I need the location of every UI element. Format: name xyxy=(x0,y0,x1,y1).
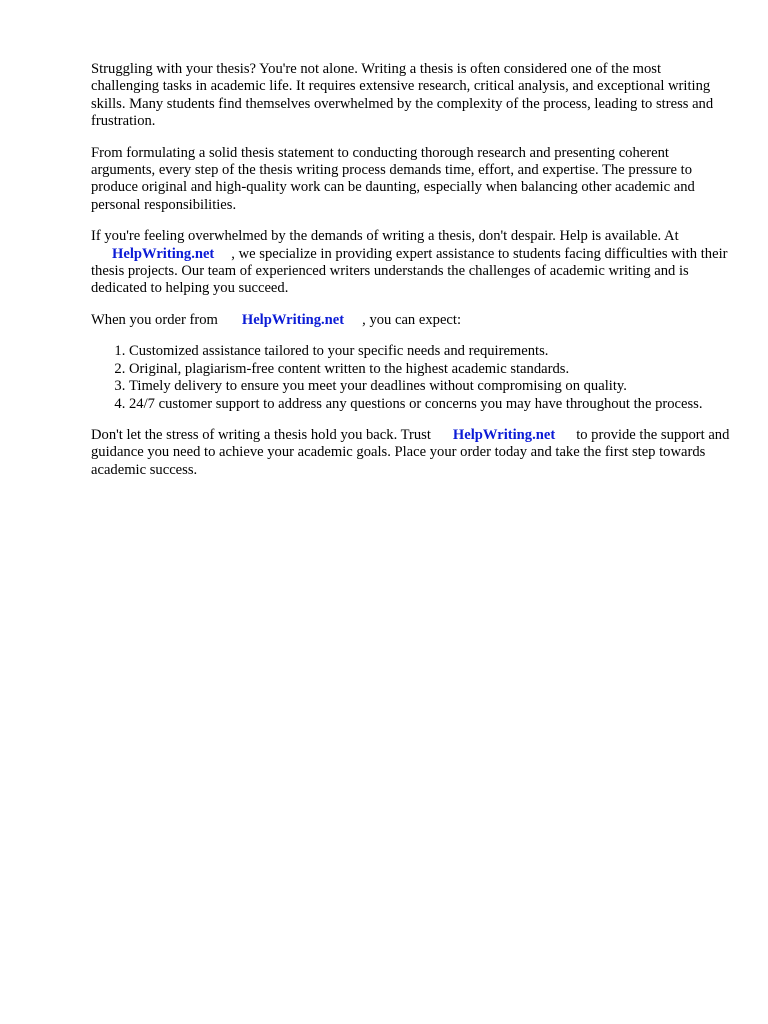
order-paragraph-lead-text: When you order from xyxy=(91,311,218,328)
benefits-list xyxy=(91,343,731,413)
help-paragraph-lead-text: If you're feeling overwhelmed by the demands of writing a thesis, don't despair. Help is available. At xyxy=(91,228,679,245)
closing-paragraph xyxy=(91,427,731,479)
order-paragraph xyxy=(91,312,731,329)
list-item: 2. Original, plagiarism-free content written to the highest academic standards. xyxy=(129,361,731,378)
helpwriting-link-3[interactable]: HelpWriting.net xyxy=(452,426,556,443)
list-item: 3. Timely delivery to ensure you meet your deadlines without compromising on quality. xyxy=(129,378,731,395)
helpwriting-link-2[interactable]: HelpWriting.net xyxy=(241,311,345,328)
help-paragraph xyxy=(91,228,731,298)
list-item: 1. Customized assistance tailored to your specific needs and requirements. xyxy=(129,343,731,360)
list-item: 4. 24/7 customer support to address any questions or concerns you may have throughout the process. xyxy=(129,396,731,413)
order-paragraph-rest-text: , you can expect: xyxy=(362,311,462,328)
intro-paragraph: Struggling with your thesis? You're not alone. Writing a thesis is often considered one of the most challenging tasks in academic life. It requires extensive research, critical analysis, and exceptional writing skills. Many students find themselves overwhelmed by the complexity of the process, leading to stress and frustration. xyxy=(91,61,714,130)
closing-paragraph-lead-text: Don't let the stress of writing a thesis hold you back. Trust xyxy=(91,426,431,443)
helpwriting-link-1[interactable]: HelpWriting.net xyxy=(112,245,215,262)
help-paragraph-rest-text: , we specialize in providing expert assistance to students facing difficulties with their thesis projects. Our team of experienced writers understands the challenges of academic writing and is dedicated to helping you succeed. xyxy=(91,245,728,297)
document-body xyxy=(91,61,731,493)
challenges-paragraph: From formulating a solid thesis statement to conducting thorough research and presenting coherent arguments, every step of the thesis writing process demands time, effort, and expertise. The pressure to produce original and high-quality work can be daunting, especially when balancing other academic and personal responsibilities. xyxy=(91,144,695,213)
closing-paragraph-rest-text: to provide the support and guidance you need to achieve your academic goals. Place your order today and take the first step towards academic success. xyxy=(91,426,730,478)
